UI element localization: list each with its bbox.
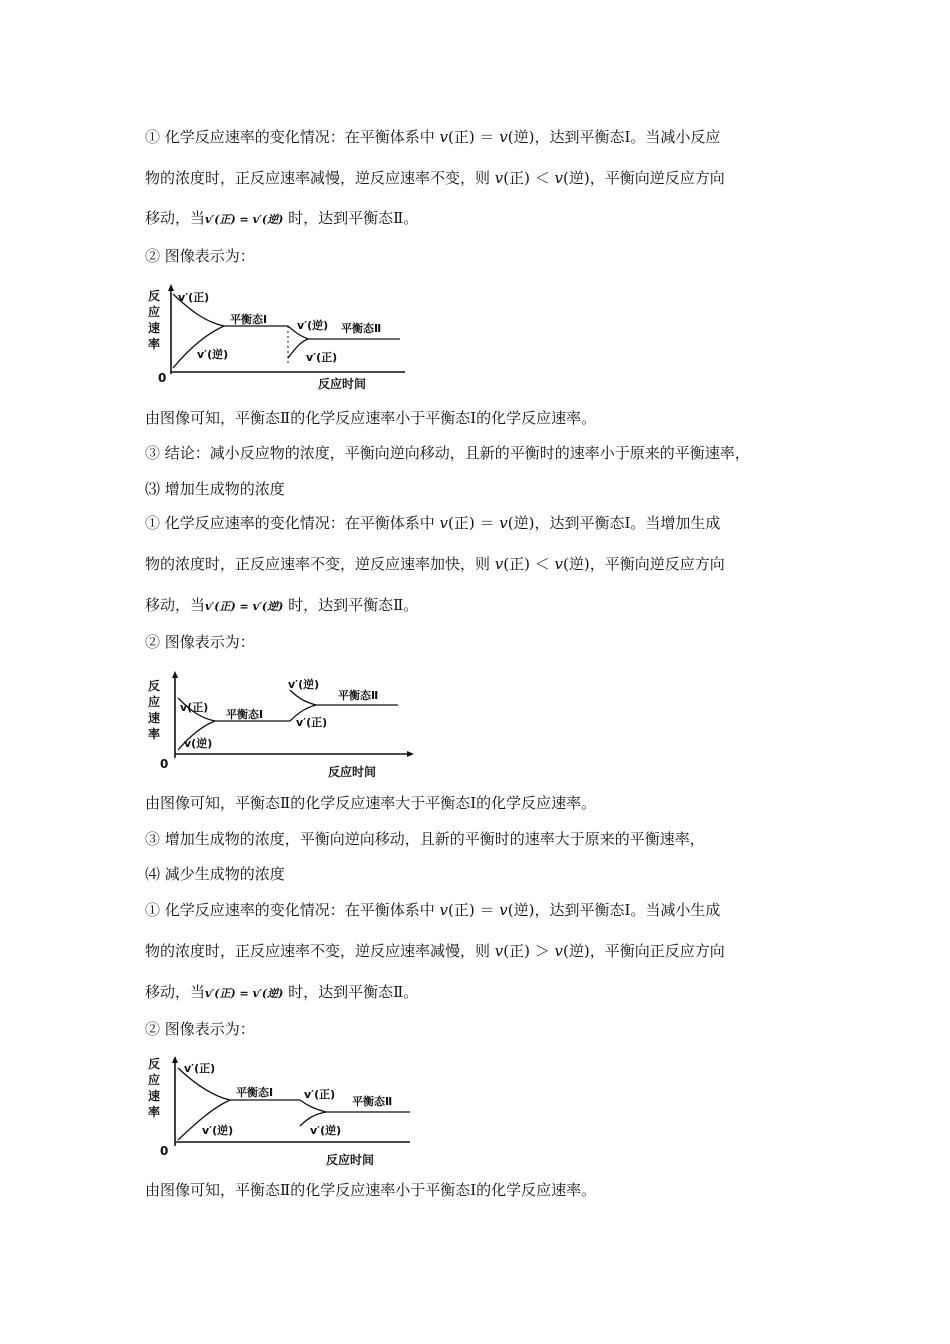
sec3-conclusion: 由图像可知，平衡态Ⅱ的化学反应速率大于平衡态Ⅰ的化学反应速率。 — [145, 794, 597, 812]
svg-text:v′(正): v′(正) — [296, 716, 328, 729]
svg-text:0: 0 — [160, 757, 169, 771]
svg-text:v′(逆): v′(逆) — [297, 319, 329, 332]
svg-text:反: 反 — [148, 1057, 161, 1071]
svg-text:v′(正): v′(正) — [178, 291, 210, 304]
svg-text:速: 速 — [148, 321, 161, 335]
svg-text:反应时间: 反应时间 — [318, 377, 367, 391]
svg-text:v′(正): v′(正) — [184, 1062, 216, 1075]
sec3-heading: ⑶ 增加生成物的浓度 — [145, 480, 285, 498]
sec4-figure-caption: ② 图像表示为： — [145, 1020, 255, 1038]
svg-text:v′(逆): v′(逆) — [197, 348, 229, 361]
svg-text:0: 0 — [158, 371, 167, 385]
svg-text:v′(正): v′(正) — [306, 351, 338, 364]
sec2-line3: 移动，当v′(正) = v′(逆) 时，达到平衡态Ⅱ。 — [145, 209, 419, 227]
svg-text:0: 0 — [160, 1144, 169, 1158]
svg-text:率: 率 — [148, 1105, 161, 1119]
svg-text:应: 应 — [148, 695, 161, 709]
graph-decrease-product — [140, 1054, 430, 1174]
sec3-line2: 物的浓度时，正反应速率不变，逆反应速率加快，则 v(正) ＜ v(逆)，平衡向逆反应方向 — [145, 555, 725, 573]
svg-text:平衡态Ⅰ: 平衡态Ⅰ — [236, 1086, 274, 1099]
svg-text:率: 率 — [148, 337, 161, 351]
sec2-line1: ① 化学反应速率的变化情况：在平衡体系中 v(正) ＝ v(逆)，达到平衡态Ⅰ。当减小反应 — [145, 128, 721, 146]
svg-text:速: 速 — [148, 711, 161, 725]
sec3-figure-caption: ② 图像表示为： — [145, 633, 255, 651]
sec4-line3: 移动，当v′(正) = v′(逆) 时，达到平衡态Ⅱ。 — [145, 983, 419, 1001]
rate-equality: v′(正) = v′(逆) — [205, 213, 284, 226]
sec3-result: ③ 增加生成物的浓度，平衡向逆向移动，且新的平衡时的速率大于原来的平衡速率， — [145, 830, 705, 848]
svg-text:平衡态Ⅱ: 平衡态Ⅱ — [352, 1095, 393, 1108]
sec4-line1: ① 化学反应速率的变化情况：在平衡体系中 v(正) ＝ v(逆)，达到平衡态Ⅰ。当减小生成 — [145, 901, 721, 919]
svg-text:平衡态Ⅰ: 平衡态Ⅰ — [226, 708, 264, 721]
rate-equality: v′(正) = v′(逆) — [205, 600, 284, 613]
sec4-heading: ⑷ 减少生成物的浓度 — [145, 865, 285, 883]
sec3-line1: ① 化学反应速率的变化情况：在平衡体系中 v(正) ＝ v(逆)，达到平衡态Ⅰ。当增加生成 — [145, 514, 721, 532]
graph-increase-product — [140, 668, 430, 784]
svg-text:v(逆): v(逆) — [184, 737, 213, 750]
svg-text:平衡态Ⅰ: 平衡态Ⅰ — [230, 313, 268, 326]
svg-text:平衡态Ⅱ: 平衡态Ⅱ — [338, 689, 379, 702]
svg-text:v′(正): v′(正) — [304, 1088, 336, 1101]
sec2-line2: 物的浓度时，正反应速率减慢，逆反应速率不变，则 v(正) ＜ v(逆)，平衡向逆反应方向 — [145, 169, 725, 187]
svg-text:v(正): v(正) — [180, 701, 209, 714]
svg-text:v′(逆): v′(逆) — [288, 678, 320, 691]
sec2-result: ③ 结论：减小反应物的浓度，平衡向逆向移动，且新的平衡时的速率小于原来的平衡速率， — [145, 444, 750, 462]
svg-text:反应时间: 反应时间 — [326, 1153, 375, 1167]
svg-text:应: 应 — [148, 305, 161, 319]
sec2-conclusion: 由图像可知，平衡态Ⅱ的化学反应速率小于平衡态Ⅰ的化学反应速率。 — [145, 409, 597, 427]
svg-text:平衡态Ⅱ: 平衡态Ⅱ — [341, 322, 382, 335]
svg-text:速: 速 — [148, 1089, 161, 1103]
svg-text:率: 率 — [148, 727, 161, 741]
rate-equality: v′(正) = v′(逆) — [205, 987, 284, 1000]
svg-text:应: 应 — [148, 1073, 161, 1087]
graph-decrease-reactant — [140, 282, 430, 396]
svg-text:v′(逆): v′(逆) — [310, 1124, 342, 1137]
svg-text:反: 反 — [148, 289, 161, 303]
svg-text:v′(逆): v′(逆) — [202, 1124, 234, 1137]
sec3-line3: 移动，当v′(正) = v′(逆) 时，达到平衡态Ⅱ。 — [145, 596, 419, 614]
sec4-line2: 物的浓度时，正反应速率不变，逆反应速率减慢，则 v(正) ＞ v(逆)，平衡向正反应方向 — [145, 942, 725, 960]
svg-text:反: 反 — [148, 679, 161, 693]
svg-text:反应时间: 反应时间 — [328, 765, 377, 779]
sec2-figure-caption: ② 图像表示为： — [145, 247, 255, 265]
sec4-conclusion: 由图像可知，平衡态Ⅱ的化学反应速率小于平衡态Ⅰ的化学反应速率。 — [145, 1181, 597, 1199]
